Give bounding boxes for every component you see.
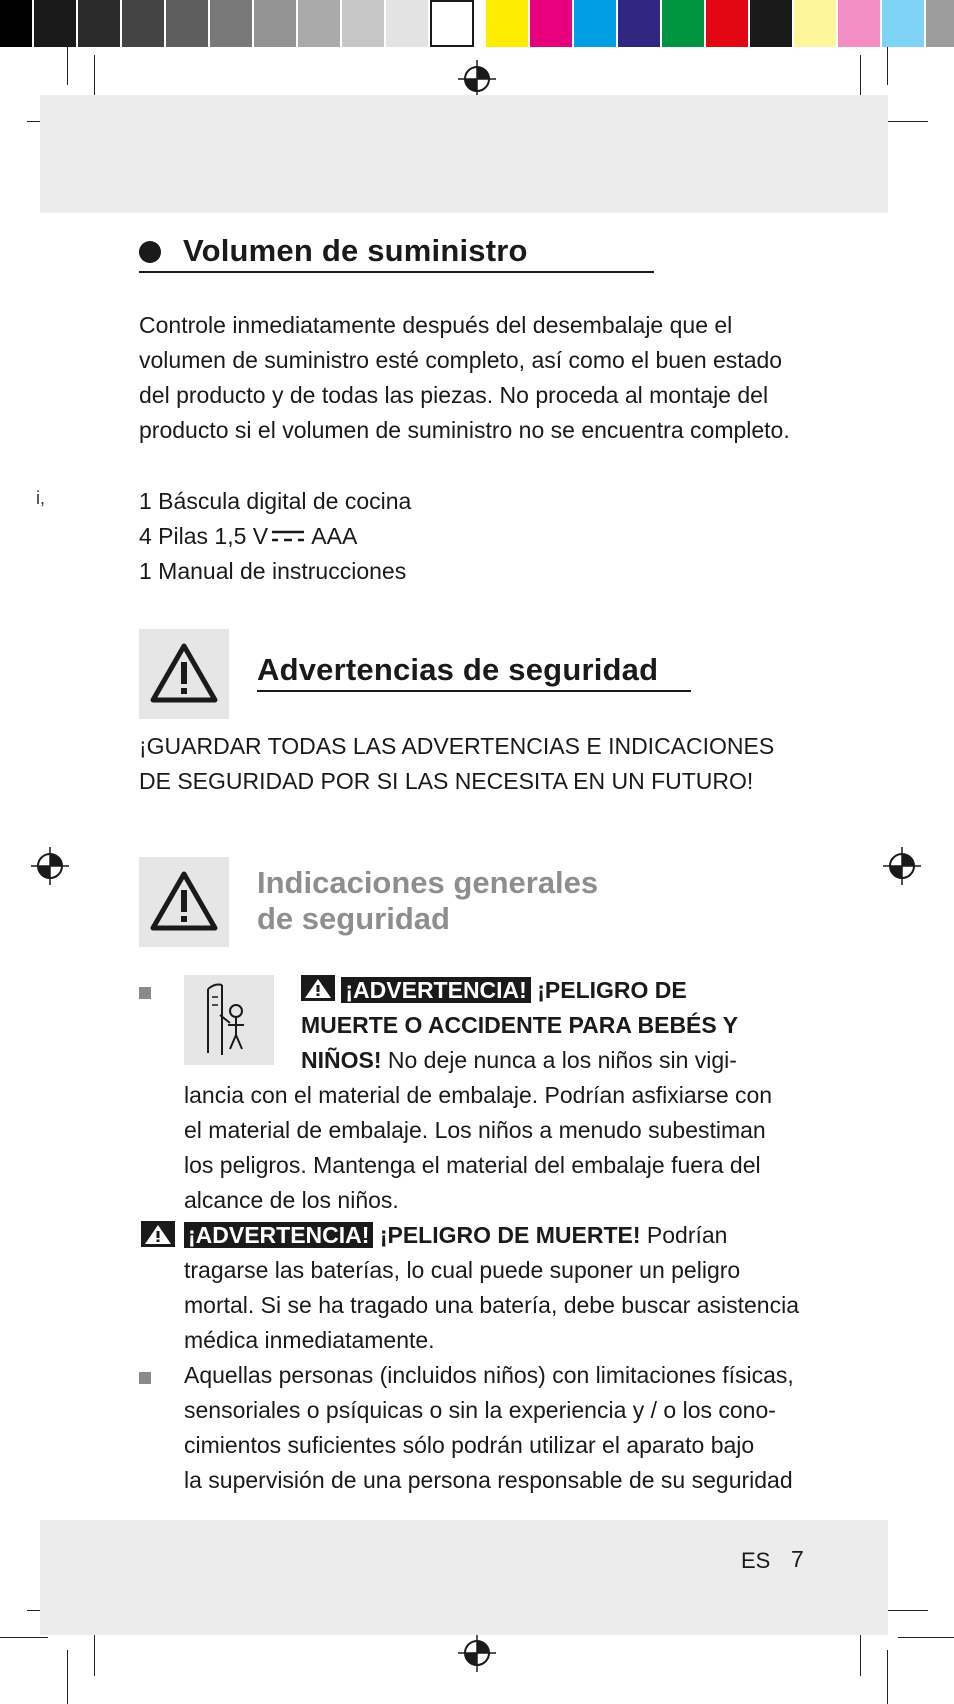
- trim-mark: [887, 47, 888, 85]
- color-swatch: [122, 0, 166, 47]
- dc-symbol-icon: [270, 528, 306, 544]
- color-swatch: [530, 0, 574, 47]
- batteries-suffix: AAA: [306, 523, 358, 549]
- text-line: cimientos suficientes sólo podrán utilizar el aparato bajo: [184, 1432, 755, 1458]
- text-line: médica inmediatamente.: [184, 1327, 435, 1353]
- text-line: Controle inmediatamente después del desembalaje que el: [139, 312, 733, 338]
- safety-notice: [139, 729, 774, 799]
- text-line: del producto y de todas las piezas. No proceda al montaje del: [139, 382, 769, 408]
- warning-bold: ¡PELIGRO DE MUERTE!: [373, 1222, 641, 1248]
- color-swatch: [486, 0, 530, 47]
- trim-mark: [887, 1650, 888, 1704]
- color-swatch: [342, 0, 386, 47]
- text-line: mortal. Si se ha tragado una batería, debe buscar asistencia: [184, 1292, 799, 1318]
- registration-mark-icon: [31, 847, 69, 885]
- text-line: lancia con el material de embalaje. Podrían asfixiarse con: [184, 1082, 773, 1108]
- section-title-general: [257, 865, 598, 937]
- trim-mark: [0, 1637, 48, 1638]
- warning-tag: ¡ADVERTENCIA!: [184, 1222, 373, 1248]
- text-line: la supervisión de una persona responsable de su seguridad: [184, 1467, 793, 1493]
- color-calibration-bar: [0, 0, 954, 47]
- supply-item-batteries: [139, 519, 357, 554]
- color-swatch: [882, 0, 926, 47]
- bullet-square: [139, 987, 151, 999]
- warning1-text: [301, 973, 738, 1078]
- supply-item-manual: 1 Manual de instrucciones: [139, 558, 407, 584]
- color-swatch: [254, 0, 298, 47]
- header-band: [40, 95, 888, 213]
- text-line: alcance de los niños.: [184, 1187, 399, 1213]
- color-swatch: [750, 0, 794, 47]
- trim-mark: [860, 1628, 861, 1676]
- warning-text: Podrían: [640, 1222, 728, 1248]
- text-line: [184, 1218, 799, 1253]
- bullet-square: [139, 1372, 151, 1384]
- footer-band: [40, 1520, 888, 1635]
- registration-mark-icon: [458, 60, 496, 98]
- registration-mark-icon: [883, 847, 921, 885]
- text-line: DE SEGURIDAD POR SI LAS NECESITA EN UN FUTURO!: [139, 768, 754, 794]
- trim-mark: [67, 47, 68, 85]
- color-swatch: [0, 0, 34, 47]
- color-swatch: [926, 0, 954, 47]
- margin-fragment: i,: [36, 488, 45, 508]
- supply-paragraph: [139, 308, 790, 448]
- color-swatch: [386, 0, 430, 47]
- text-line: Aquellas personas (incluidos niños) con limitaciones físicas,: [184, 1362, 794, 1388]
- section-title-supply: Volumen de suministro: [139, 233, 654, 273]
- child-with-packaging-icon: [184, 975, 274, 1065]
- title-line: Indicaciones generales: [257, 865, 599, 900]
- bullet3-text: [184, 1358, 794, 1498]
- color-swatch: [78, 0, 122, 47]
- warning-box: [139, 629, 229, 719]
- trim-mark: [94, 1628, 95, 1676]
- page-number: 7: [791, 1546, 804, 1572]
- text-line: producto si el volumen de suministro no se encuentra completo.: [139, 417, 790, 443]
- warning-bold: ¡PELIGRO DE: [530, 977, 687, 1003]
- text-line: [301, 1043, 738, 1078]
- trim-mark: [67, 1650, 68, 1704]
- text-line: volumen de suministro esté completo, así como el buen estado: [139, 347, 783, 373]
- color-swatch: [34, 0, 78, 47]
- text-line: sensoriales o psíquicas o sin la experiencia y / o los cono-: [184, 1397, 776, 1423]
- child-warning-box: [184, 975, 274, 1065]
- warning1-continued: [184, 1078, 772, 1218]
- color-swatch: [662, 0, 706, 47]
- warning-triangle-icon: [150, 870, 218, 932]
- color-swatch: [706, 0, 750, 47]
- color-swatch: [166, 0, 210, 47]
- warning2-text: [184, 1218, 799, 1358]
- warning-triangle-icon: [150, 642, 218, 704]
- text-line: MUERTE O ACCIDENTE PARA BEBÉS Y: [301, 1012, 739, 1038]
- warning-triangle-small-icon: [301, 975, 335, 1001]
- color-swatch: [618, 0, 662, 47]
- warning-tag: ¡ADVERTENCIA!: [341, 977, 530, 1003]
- title-line: de seguridad: [257, 901, 450, 936]
- color-swatch: [574, 0, 618, 47]
- text-line: ¡GUARDAR TODAS LAS ADVERTENCIAS E INDICACIONES: [139, 733, 775, 759]
- warning-box: [139, 857, 229, 947]
- text-line: tragarse las baterías, lo cual puede suponer un peligro: [184, 1257, 741, 1283]
- batteries-prefix: 4 Pilas 1,5 V: [139, 523, 269, 549]
- warning-triangle-small-icon: [141, 1221, 175, 1247]
- section-title-safety: Advertencias de seguridad: [257, 652, 691, 692]
- color-swatch: [210, 0, 254, 47]
- color-swatch: [794, 0, 838, 47]
- warning-bold: NIÑOS!: [301, 1047, 382, 1073]
- text-line: [301, 973, 738, 1008]
- warning-text: No deje nunca a los niños sin vigi-: [381, 1047, 737, 1073]
- registration-mark-icon: [458, 1634, 496, 1672]
- text-line: los peligros. Mantenga el material del embalaje fuera del: [184, 1152, 761, 1178]
- trim-mark: [898, 1637, 954, 1638]
- text-line: el material de embalaje. Los niños a menudo subestiman: [184, 1117, 766, 1143]
- footer-language: ES: [741, 1548, 771, 1573]
- color-swatch: [298, 0, 342, 47]
- supply-item-scale: 1 Báscula digital de cocina: [139, 488, 412, 514]
- color-swatch: [838, 0, 882, 47]
- color-swatch: [430, 0, 474, 47]
